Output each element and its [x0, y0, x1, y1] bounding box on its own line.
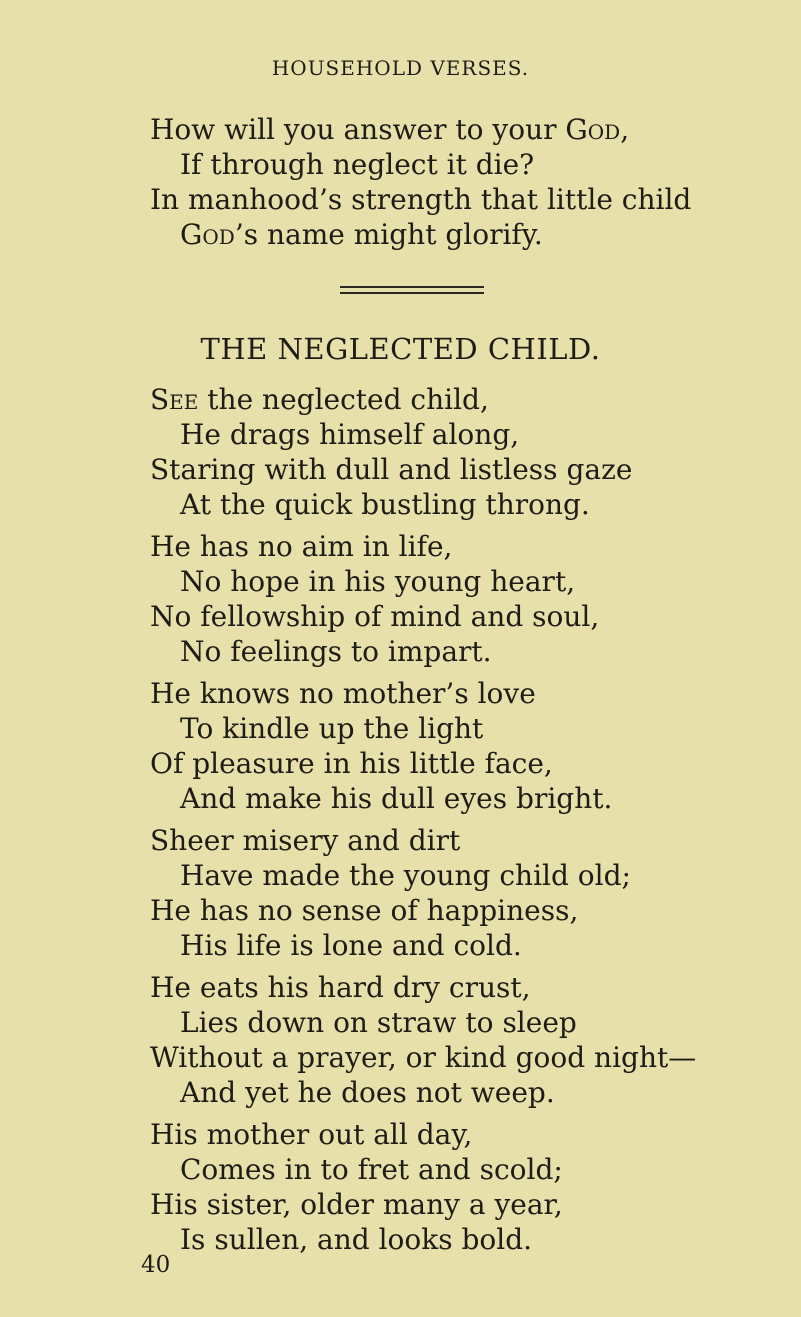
- verse-line: No feelings to impart.: [180, 635, 492, 668]
- small-caps-word: See: [150, 383, 199, 416]
- verse-line: At the quick bustling throng.: [180, 488, 590, 521]
- small-caps-word: God: [565, 113, 621, 146]
- verse-line: To kindle up the light: [180, 712, 484, 745]
- stanza-6: [150, 1117, 790, 1257]
- verse-line: His life is lone and cold.: [180, 929, 522, 962]
- verse-line: He drags himself along,: [180, 418, 520, 451]
- opening-stanza: [150, 112, 790, 252]
- verse-line: His mother out all day,: [150, 1118, 473, 1151]
- verse-line: How will you answer to your God,: [150, 113, 630, 146]
- stanza-3: [150, 676, 790, 816]
- verse-line: Lies down on straw to sleep: [180, 1006, 577, 1039]
- poem-title: THE NEGLECTED CHILD.: [200, 332, 601, 366]
- verse-line: He has no sense of happiness,: [150, 894, 579, 927]
- verse-line: And make his dull eyes bright.: [180, 782, 613, 815]
- divider-rule: [340, 286, 484, 288]
- verse-line: And yet he does not weep.: [180, 1076, 555, 1109]
- small-caps-word: God: [180, 218, 235, 251]
- verse-line: No hope in his young heart,: [180, 565, 576, 598]
- verse-line: See the neglected child,: [150, 383, 489, 416]
- stanza-4: [150, 823, 790, 963]
- stanza-2: [150, 529, 790, 669]
- stanza-5: [150, 970, 790, 1110]
- verse-line: Without a prayer, or kind good night—: [150, 1041, 697, 1074]
- verse-line: Is sullen, and looks bold.: [180, 1223, 533, 1256]
- verse-line: He eats his hard dry crust,: [150, 971, 531, 1004]
- stanza-1: [150, 382, 790, 522]
- verse-line: No fellowship of mind and soul,: [150, 600, 600, 633]
- verse-line: God’s name might glorify.: [180, 218, 543, 251]
- verse-line: Of pleasure in his little face,: [150, 747, 553, 780]
- verse-line: Staring with dull and listless gaze: [150, 453, 633, 486]
- verse-line: His sister, older many a year,: [150, 1188, 563, 1221]
- divider-rule: [340, 292, 484, 294]
- verse-line: If through neglect it die?: [180, 148, 535, 181]
- verse-line: Have made the young child old;: [180, 859, 631, 892]
- verse-line: In manhood’s strength that little child: [150, 183, 692, 216]
- page-number: 40: [141, 1252, 171, 1278]
- verse-line: Comes in to fret and scold;: [180, 1153, 563, 1186]
- verse-line: Sheer misery and dirt: [150, 824, 461, 857]
- verse-line: He knows no mother’s love: [150, 677, 536, 710]
- running-head: HOUSEHOLD VERSES.: [271, 56, 530, 80]
- verse-line: He has no aim in life,: [150, 530, 453, 563]
